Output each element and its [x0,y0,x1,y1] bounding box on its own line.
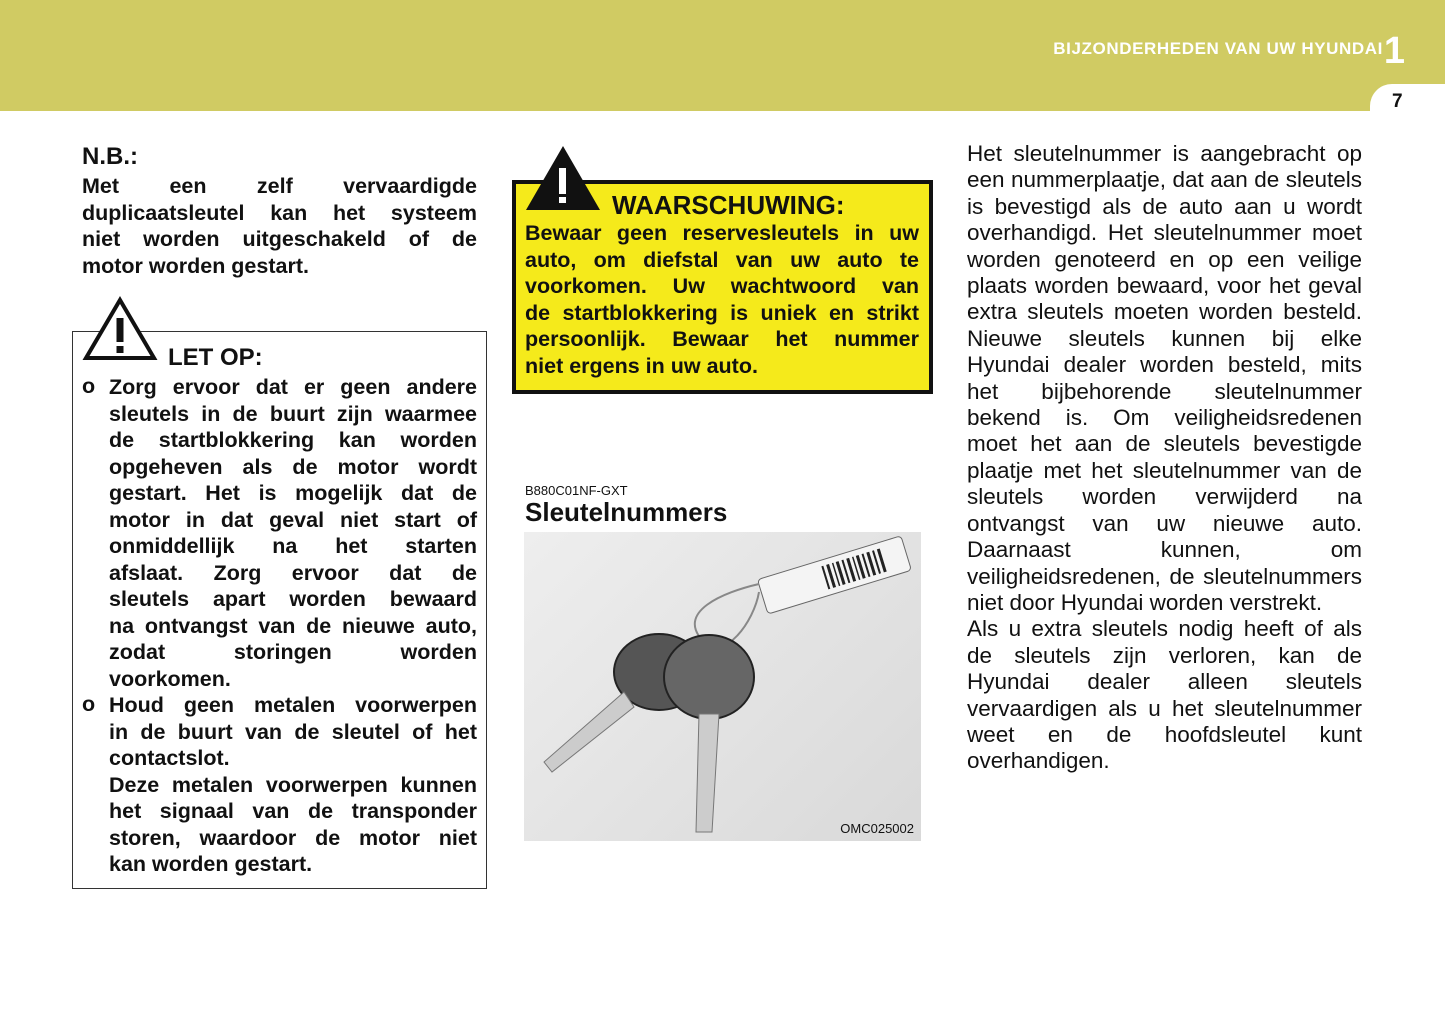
bullet: o [82,374,96,398]
text-line: storen, waardoor de motor niet [109,825,477,850]
caution-item [82,374,477,692]
text-line: sleutels worden verwijderd na [967,484,1362,510]
text-line: opgeheven als de motor wordt [109,454,477,479]
warning-text [525,220,919,379]
text-line: is bevestigd als de auto aan u wordt [967,193,1362,219]
text-line: weet en de hoofdsleutel kunt [967,721,1362,747]
page-number: 7 [1392,91,1403,112]
caution-item [82,692,477,878]
note-block [82,143,477,279]
note-text [82,173,477,279]
caution-item-text [109,374,477,692]
text-line: vervaardigen als u het sleutelnummer [967,695,1362,721]
text-line: in de buurt van de sleutel of het [109,719,477,744]
text-line: overhandigen. [967,748,1110,774]
text-line: duplicaatsleutel kan het systeem [82,200,477,225]
caution-item-text [109,692,477,878]
text-line: auto, om diefstal van uw auto te [525,247,919,272]
section-title: Sleutelnummers [525,497,728,527]
text-line: sleutels apart worden bewaard [109,587,477,611]
text-line: Met een zelf vervaardigde [82,174,477,198]
text-line: niet ergens in uw auto. [525,353,758,378]
text-line: moet het aan de sleutels bevestigde [967,431,1362,457]
text-line: bekend is. Om veiligheidsredenen [967,405,1362,431]
text-line: het bijbehorende sleutelnummer [967,378,1362,404]
text-line: na ontvangst van de nieuwe auto, [109,613,477,638]
page-tab [1370,84,1445,124]
warning-triangle-icon [524,144,602,212]
text-line: Hyundai dealer alleen sleutels [967,669,1362,695]
text-line: een nummerplaatje, dat aan de sleutels [967,167,1362,193]
chapter-title: BIJZONDERHEDEN VAN UW HYUNDAI [1053,39,1383,58]
text-line: plaatje met het sleutelnummer van de [967,457,1362,483]
warning-title: WAARSCHUWING: [612,190,845,220]
text-line: sleutels in de buurt zijn waarmee [109,401,477,426]
text-line: motor worden gestart. [82,253,309,278]
text-line: Het sleutelnummer is aangebracht op [967,141,1362,166]
section-code: B880C01NF-GXT [525,483,628,498]
text-line: de sleutels zijn verloren, kan de [967,642,1362,668]
caution-title: LET OP: [168,344,263,371]
bullet: o [82,692,96,716]
text-line: de startblokkering is uniek en strikt [525,300,919,325]
text-line: gestart. Het is mogelijk dat de [109,481,477,505]
text-line: kan worden gestart. [109,852,313,876]
text-line: afslaat. Zorg ervoor dat de [109,560,477,585]
text-line: het signaal van de transponder [109,799,477,823]
note-title: N.B.: [82,143,138,170]
text-line: extra sleutels moeten worden besteld. [967,299,1362,325]
text-line: niet door Hyundai worden verstrekt. [967,589,1323,615]
text-line: Bewaar geen reservesleutels in uw [525,221,919,245]
warning-triangle-icon [82,296,158,362]
text-line: niet worden uitgeschakeld of de [82,227,477,251]
figure-code: OMC025002 [840,821,914,836]
text-line: voorkomen. Uw wachtwoord van [525,274,919,298]
text-line: Houd geen metalen voorwerpen [109,693,477,717]
text-line: onmiddellijk na het starten [109,534,477,558]
text-line: veiligheidsredenen, de sleutelnummers [967,563,1362,589]
keys-with-tag-image [524,532,921,841]
text-line: Daarnaast kunnen, om [967,537,1362,563]
text-line: voorkomen. [109,666,231,691]
text-line: motor in dat geval niet start of [109,507,477,532]
text-line: overhandigd. Het sleutelnummer moet [967,220,1362,246]
text-line: plaats worden bewaard, voor het geval [967,273,1362,299]
caution-list [82,374,477,878]
text-line: Als u extra sleutels nodig heeft of als [967,616,1362,642]
text-line: worden genoteerd en op een veilige [967,246,1362,272]
text-line: persoonlijk. Bewaar het nummer [525,327,919,351]
chapter-number: 1 [1383,30,1405,72]
text-line: zodat storingen worden [109,640,477,664]
text-line: de startblokkering kan worden [109,428,477,452]
text-line: Hyundai dealer worden besteld, mits [967,352,1362,378]
keys-illustration [524,532,921,841]
text-line: Zorg ervoor dat er geen andere [109,375,477,399]
text-line: ontvangst van uw nieuwe auto. [967,510,1362,536]
text-line: contactslot. [109,746,230,770]
body-text [967,141,1362,775]
text-line: Deze metalen voorwerpen kunnen [109,772,477,797]
text-line: Nieuwe sleutels kunnen bij elke [967,325,1362,351]
